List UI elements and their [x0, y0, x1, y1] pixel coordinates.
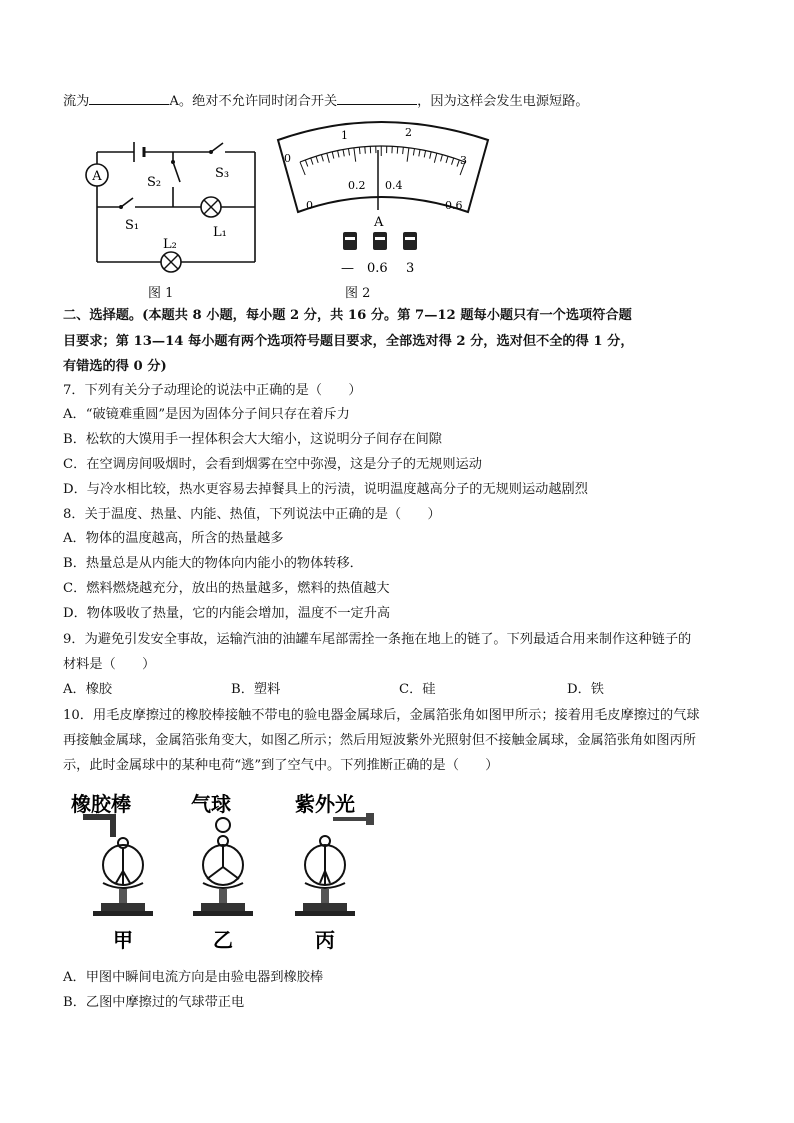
fill-suffix: ，因为这样会发生电源短路。 — [417, 94, 589, 109]
section-2-instructions-2: 目要求；第 13—14 每小题有两个选项符号题目要求，全部选对得 2 分，选对但不全的得 1 分， — [63, 334, 634, 349]
q10-stem-3: 示，此时金属球中的某种电荷“逃”到了空气中。下列推断正确的是（ ） — [63, 758, 499, 773]
q9-option-c[interactable]: C．硅 — [399, 682, 436, 697]
dial-tick — [397, 147, 398, 154]
answer-blank-current[interactable] — [89, 90, 169, 105]
terminal-label-3: 3 — [406, 261, 415, 276]
scale-bottom-2: 0.4 — [385, 179, 403, 192]
scale-bottom-1: 0.2 — [348, 179, 366, 192]
q10-stem-2: 再接触金属球，金属箔张角变大，如图乙所示；然后用短波紫外光照射但不接触金属球，金属箔张角如图丙所 — [63, 733, 696, 748]
scale-top-3: 3 — [460, 154, 467, 167]
q9-options — [63, 680, 723, 700]
scale-top-1: 1 — [341, 129, 348, 142]
terminal-negative-icon — [343, 232, 357, 250]
terminal-0.6-icon — [373, 232, 387, 250]
fig-label-balloon: 气球 — [191, 792, 231, 816]
dial-tick — [365, 147, 366, 154]
fig-name-jia: 甲 — [113, 928, 133, 952]
q10-option-a[interactable]: A．甲图中瞬间电流方向是由验电器到橡胶棒 — [63, 970, 324, 985]
fill-middle: A。绝对不允许同时闭合开关 — [169, 94, 338, 109]
q9-option-b[interactable]: B．塑料 — [231, 682, 281, 697]
scale-bottom-0: 0 — [306, 199, 313, 212]
figure-2-caption: 图 2 — [345, 286, 371, 301]
figure-2-ammeter-dial — [270, 112, 500, 282]
fill-prefix: 流为 — [63, 94, 90, 109]
label-l1: L₁ — [213, 225, 227, 240]
terminal-label-0.6: 0.6 — [367, 261, 388, 276]
figure-1-circuit — [63, 132, 273, 282]
dial-tick — [403, 147, 404, 154]
label-s2: S₂ — [147, 175, 162, 190]
electroscope-bing — [295, 813, 374, 916]
q10-stem-1: 10．用毛皮摩擦过的橡胶棒接触不带电的验电器金属球后，金属箔张角如图甲所示；接着用毛皮摩擦过的气球 — [63, 708, 700, 723]
electroscope-yi — [193, 818, 253, 916]
scale-top-2: 2 — [405, 126, 412, 139]
ammeter-label: A — [92, 169, 102, 184]
label-s1: S₁ — [125, 218, 140, 233]
q7-option-d[interactable]: D．与冷水相比较，热水更容易去掉餐具上的污渍，说明温度越高分子的无规则运动越剧烈 — [63, 482, 588, 497]
q9-option-d[interactable]: D．铁 — [567, 682, 604, 697]
q8-option-a[interactable]: A．物体的温度越高，所含的热量越多 — [63, 531, 284, 546]
q10-electroscope-figure — [63, 785, 393, 955]
q8-option-c[interactable]: C．燃料燃烧越充分，放出的热量越多，燃料的热值越大 — [63, 581, 390, 596]
label-s3: S₃ — [215, 166, 230, 181]
fig-label-uv-light: 紫外光 — [295, 792, 355, 816]
figure-1-caption: 图 1 — [148, 286, 174, 301]
fig-label-rubber-rod: 橡胶棒 — [71, 792, 131, 816]
dial-unit-label: A — [374, 215, 384, 230]
section-2-instructions-3: 有错选的得 0 分) — [63, 359, 167, 374]
fig-name-bing: 丙 — [315, 928, 335, 952]
q8-option-b[interactable]: B．热量总是从内能大的物体向内能小的物体转移． — [63, 556, 363, 571]
q7-option-b[interactable]: B．松软的大馍用手一捏体积会大大缩小，这说明分子间存在间隙 — [63, 432, 442, 447]
q7-stem: 7．下列有关分子动理论的说法中正确的是（ ） — [63, 383, 362, 398]
q7-option-c[interactable]: C．在空调房间吸烟时，会看到烟雾在空中弥漫，这是分子的无规则运动 — [63, 457, 482, 472]
fill-in-line — [63, 90, 589, 112]
section-2-instructions-1: 二、选择题。(本题共 8 小题，每小题 2 分，共 16 分。第 7—12 题每小题只有一个选项符合题 — [63, 308, 632, 323]
q8-option-d[interactable]: D．物体吸收了热量，它的内能会增加，温度不一定升高 — [63, 606, 391, 621]
electroscope-jia — [83, 817, 153, 916]
q7-option-a[interactable]: A．“破镜难重圆”是因为固体分子间只存在着斥力 — [63, 407, 350, 422]
q9-stem-2: 材料是（ ） — [63, 657, 156, 672]
scale-top-0: 0 — [284, 152, 291, 165]
label-l2: L₂ — [163, 237, 177, 252]
answer-blank-switch[interactable] — [337, 90, 417, 105]
q9-option-a[interactable]: A．橡胶 — [63, 682, 113, 697]
q8-stem: 8．关于温度、热量、内能、热值，下列说法中正确的是（ ） — [63, 507, 441, 522]
terminal-3-icon — [403, 232, 417, 250]
fig-name-yi: 乙 — [213, 928, 233, 952]
q9-stem-1: 9．为避免引发安全事故，运输汽油的油罐车尾部需拴一条拖在地上的链了。下列最适合用来制作这种链子的 — [63, 632, 692, 647]
terminal-label-negative: — — [341, 261, 354, 276]
scale-bottom-3: 0.6 — [445, 199, 463, 212]
q10-option-b[interactable]: B．乙图中摩擦过的气球带正电 — [63, 995, 245, 1010]
